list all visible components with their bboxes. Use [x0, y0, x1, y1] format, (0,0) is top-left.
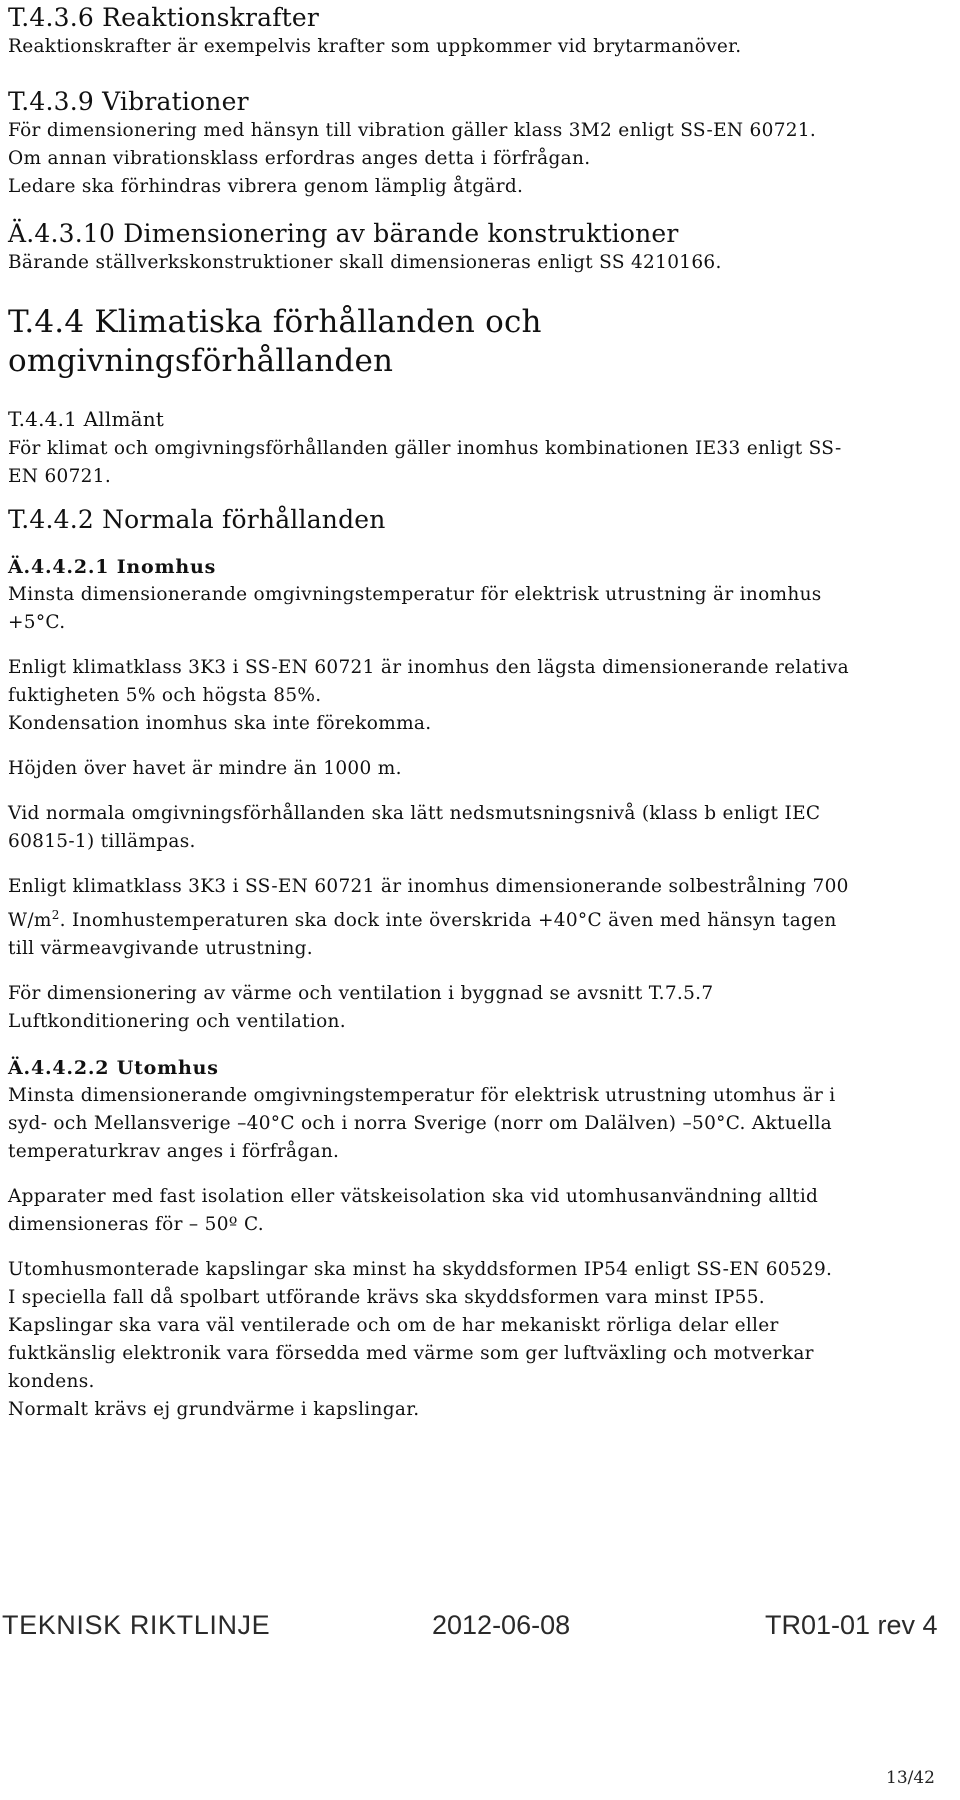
chapter-heading-line: omgivningsförhållanden — [8, 343, 394, 379]
paragraph-line: till värmeavgivande utrustning. — [8, 938, 313, 960]
paragraph-line: Enligt klimatklass 3K3 i SS-EN 60721 är inomhus dimensionerande solbestrålning 700 — [8, 876, 849, 897]
section-heading-inomhus: Ä.4.4.2.1 Inomhus — [8, 556, 217, 578]
paragraph-line: I speciella fall då spolbart utförande krävs ska skyddsformen vara minst IP55. — [8, 1287, 765, 1309]
paragraph-line: dimensioneras för – 50º C. — [8, 1214, 264, 1236]
paragraph-line: +5°C. — [8, 612, 66, 633]
paragraph-line: Ledare ska förhindras vibrera genom lämplig åtgärd. — [8, 176, 524, 197]
paragraph-text: . Inomhustemperaturen ska dock inte överskrida +40°C även med hänsyn tagen — [59, 910, 837, 932]
paragraph-line: fuktigheten 5% och högsta 85%. — [8, 685, 322, 706]
footer-date: 2012-06-08 — [432, 1610, 571, 1640]
paragraph-line: För dimensionering av värme och ventilation i byggnad se avsnitt T.7.5.7 — [8, 983, 714, 1005]
footer-document-type: TEKNISK RIKTLINJE — [2, 1610, 271, 1640]
paragraph-line: För klimat och omgivningsförhållanden gäller inomhus kombinationen IE33 enligt SS- — [8, 438, 842, 459]
chapter-heading-line: T.4.4 Klimatiska förhållanden och — [8, 304, 542, 340]
paragraph-line: För dimensionering med hänsyn till vibration gäller klass 3M2 enligt SS-EN 60721. — [8, 120, 817, 141]
section-heading-barande-konstruktioner: Ä.4.3.10 Dimensionering av bärande konstruktioner — [8, 219, 679, 248]
footer-document-id: TR01-01 rev 4 — [765, 1610, 938, 1640]
paragraph-line: kondens. — [8, 1371, 95, 1393]
paragraph-line: Normalt krävs ej grundvärme i kapslingar. — [8, 1399, 420, 1421]
paragraph-line: Vid normala omgivningsförhållanden ska lätt nedsmutsningsnivå (klass b enligt IEC — [8, 803, 821, 824]
section-heading-reaktionskrafter: T.4.3.6 Reaktionskrafter — [8, 3, 320, 32]
page-number: 13/42 — [886, 1768, 935, 1788]
section-heading-normala-forhallanden: T.4.4.2 Normala förhållanden — [8, 505, 386, 534]
paragraph-line: EN 60721. — [8, 466, 112, 487]
paragraph-line — [8, 901, 943, 935]
superscript: 2 — [51, 908, 60, 922]
paragraph-line: syd- och Mellansverige –40°C och i norra Sverige (norr om Dalälven) –50°C. Aktuella — [8, 1113, 832, 1135]
paragraph-line: Höjden över havet är mindre än 1000 m. — [8, 758, 402, 779]
paragraph-line: fuktkänslig elektronik vara försedda med värme som ger luftväxling och motverkar — [8, 1343, 814, 1365]
paragraph-line: Reaktionskrafter är exempelvis krafter som uppkommer vid brytarmanöver. — [8, 36, 742, 57]
paragraph-line: Enligt klimatklass 3K3 i SS-EN 60721 är inomhus den lägsta dimensionerande relativa — [8, 657, 849, 678]
paragraph-line: Kondensation inomhus ska inte förekomma. — [8, 713, 432, 734]
paragraph-line: 60815-1) tillämpas. — [8, 831, 196, 852]
paragraph-line: Minsta dimensionerande omgivningstemperatur för elektrisk utrustning utomhus är i — [8, 1085, 836, 1107]
unit-text: W/m — [8, 910, 52, 932]
document-body — [8, 0, 943, 1424]
paragraph-line: Bärande ställverkskonstruktioner skall dimensioneras enligt SS 4210166. — [8, 252, 722, 273]
paragraph-line: Utomhusmonterade kapslingar ska minst ha skyddsformen IP54 enligt SS-EN 60529. — [8, 1259, 833, 1281]
paragraph-line: Om annan vibrationsklass erfordras anges detta i förfrågan. — [8, 148, 591, 169]
paragraph-line: Minsta dimensionerande omgivningstemperatur för elektrisk utrustning är inomhus — [8, 584, 822, 605]
paragraph-line: Apparater med fast isolation eller vätskeisolation ska vid utomhusanvändning alltid — [8, 1186, 819, 1208]
section-heading-vibrationer: T.4.3.9 Vibrationer — [8, 87, 249, 116]
paragraph-line: temperaturkrav anges i förfrågan. — [8, 1141, 340, 1163]
section-heading-allmant: T.4.4.1 Allmänt — [8, 407, 165, 431]
paragraph-line: Luftkonditionering och ventilation. — [8, 1011, 346, 1033]
paragraph-line: Kapslingar ska vara väl ventilerade och om de har mekaniskt rörliga delar eller — [8, 1315, 779, 1337]
section-heading-utomhus: Ä.4.4.2.2 Utomhus — [8, 1057, 219, 1080]
